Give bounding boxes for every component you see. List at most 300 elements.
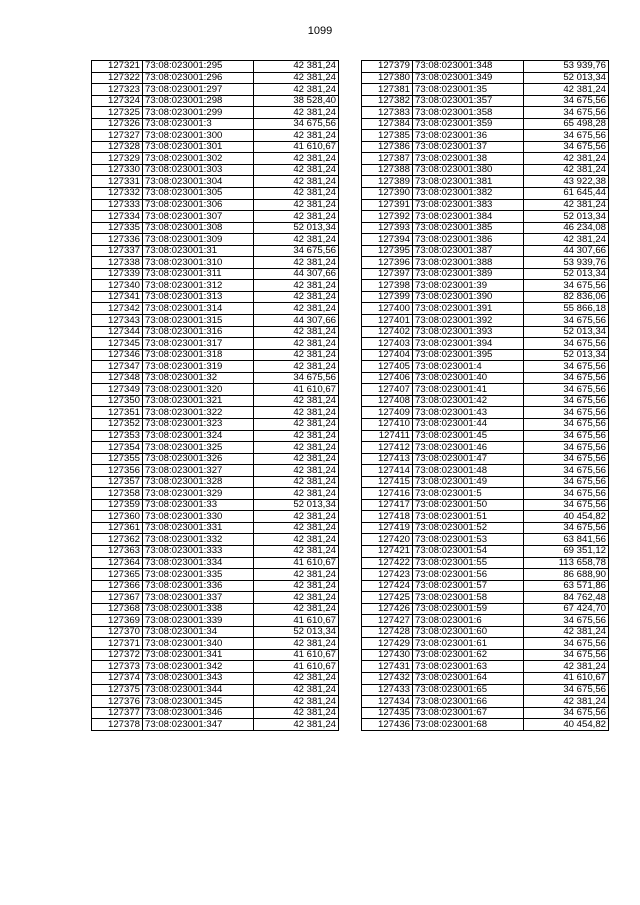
table-row xyxy=(362,188,609,200)
cadastral-number-cell: 73:08:023001:335 xyxy=(143,569,254,581)
table-row xyxy=(92,649,339,661)
value-cell: 34 675,56 xyxy=(524,372,609,384)
table-row xyxy=(362,626,609,638)
record-number-cell: 127388 xyxy=(362,164,413,176)
cadastral-number-cell: 73:08:023001:387 xyxy=(413,245,524,257)
value-cell: 61 645,44 xyxy=(524,188,609,200)
table-row xyxy=(362,130,609,142)
left-table-body xyxy=(92,61,339,731)
record-number-cell: 127376 xyxy=(92,696,143,708)
value-cell: 42 381,24 xyxy=(254,395,339,407)
value-cell: 86 688,90 xyxy=(524,569,609,581)
record-number-cell: 127403 xyxy=(362,338,413,350)
table-row xyxy=(92,407,339,419)
value-cell: 52 013,34 xyxy=(254,499,339,511)
table-row xyxy=(92,580,339,592)
value-cell: 42 381,24 xyxy=(254,176,339,188)
table-row xyxy=(92,326,339,338)
record-number-cell: 127405 xyxy=(362,361,413,373)
table-row xyxy=(362,199,609,211)
table-row xyxy=(362,372,609,384)
record-number-cell: 127408 xyxy=(362,395,413,407)
value-cell: 42 381,24 xyxy=(254,418,339,430)
record-number-cell: 127375 xyxy=(92,684,143,696)
table-row xyxy=(92,418,339,430)
table-row xyxy=(362,522,609,534)
table-row xyxy=(92,545,339,557)
table-row xyxy=(362,280,609,292)
record-number-cell: 127428 xyxy=(362,626,413,638)
table-row xyxy=(362,442,609,454)
cadastral-number-cell: 73:08:023001:53 xyxy=(413,534,524,546)
value-cell: 34 675,56 xyxy=(524,361,609,373)
value-cell: 34 675,56 xyxy=(524,615,609,627)
value-cell: 34 675,56 xyxy=(524,442,609,454)
value-cell: 46 234,08 xyxy=(524,222,609,234)
record-number-cell: 127380 xyxy=(362,72,413,84)
value-cell: 42 381,24 xyxy=(254,580,339,592)
table-row xyxy=(362,95,609,107)
cadastral-number-cell: 73:08:023001:391 xyxy=(413,303,524,315)
table-row xyxy=(362,61,609,73)
record-number-cell: 127430 xyxy=(362,649,413,661)
table-row xyxy=(92,395,339,407)
record-number-cell: 127340 xyxy=(92,280,143,292)
record-number-cell: 127422 xyxy=(362,557,413,569)
value-cell: 42 381,24 xyxy=(254,684,339,696)
value-cell: 34 675,56 xyxy=(524,384,609,396)
record-number-cell: 127395 xyxy=(362,245,413,257)
table-row xyxy=(92,465,339,477)
record-number-cell: 127418 xyxy=(362,511,413,523)
table-row xyxy=(92,211,339,223)
table-row xyxy=(362,545,609,557)
value-cell: 41 610,67 xyxy=(254,661,339,673)
record-number-cell: 127426 xyxy=(362,603,413,615)
table-row xyxy=(362,257,609,269)
cadastral-number-cell: 73:08:023001:381 xyxy=(413,176,524,188)
value-cell: 42 381,24 xyxy=(254,476,339,488)
table-row xyxy=(92,234,339,246)
record-number-cell: 127385 xyxy=(362,130,413,142)
cadastral-number-cell: 73:08:023001:324 xyxy=(143,430,254,442)
table-row xyxy=(362,580,609,592)
record-number-cell: 127429 xyxy=(362,638,413,650)
value-cell: 52 013,34 xyxy=(524,268,609,280)
cadastral-number-cell: 73:08:023001:382 xyxy=(413,188,524,200)
table-row xyxy=(362,153,609,165)
value-cell: 42 381,24 xyxy=(254,569,339,581)
record-number-cell: 127378 xyxy=(92,719,143,731)
left-register-table xyxy=(91,60,339,731)
cadastral-number-cell: 73:08:023001:295 xyxy=(143,61,254,73)
cadastral-number-cell: 73:08:023001:347 xyxy=(143,719,254,731)
table-row xyxy=(362,164,609,176)
cadastral-number-cell: 73:08:023001:56 xyxy=(413,569,524,581)
table-row xyxy=(362,557,609,569)
cadastral-number-cell: 73:08:023001:386 xyxy=(413,234,524,246)
value-cell: 41 610,67 xyxy=(254,557,339,569)
record-number-cell: 127436 xyxy=(362,719,413,731)
record-number-cell: 127357 xyxy=(92,476,143,488)
cadastral-number-cell: 73:08:023001:58 xyxy=(413,592,524,604)
value-cell: 34 675,56 xyxy=(524,418,609,430)
cadastral-number-cell: 73:08:023001:35 xyxy=(413,84,524,96)
record-number-cell: 127391 xyxy=(362,199,413,211)
value-cell: 63 571,86 xyxy=(524,580,609,592)
cadastral-number-cell: 73:08:023001:42 xyxy=(413,395,524,407)
record-number-cell: 127330 xyxy=(92,164,143,176)
table-row xyxy=(92,61,339,73)
record-number-cell: 127397 xyxy=(362,268,413,280)
value-cell: 113 658,78 xyxy=(524,557,609,569)
record-number-cell: 127348 xyxy=(92,372,143,384)
table-row xyxy=(362,407,609,419)
record-number-cell: 127410 xyxy=(362,418,413,430)
cadastral-number-cell: 73:08:023001:303 xyxy=(143,164,254,176)
value-cell: 42 381,24 xyxy=(254,430,339,442)
value-cell: 34 675,56 xyxy=(524,638,609,650)
value-cell: 42 381,24 xyxy=(524,199,609,211)
record-number-cell: 127413 xyxy=(362,453,413,465)
record-number-cell: 127358 xyxy=(92,488,143,500)
cadastral-number-cell: 73:08:023001:306 xyxy=(143,199,254,211)
table-row xyxy=(92,511,339,523)
cadastral-number-cell: 73:08:023001:64 xyxy=(413,672,524,684)
table-row xyxy=(92,257,339,269)
cadastral-number-cell: 73:08:023001:346 xyxy=(143,707,254,719)
value-cell: 34 675,56 xyxy=(524,430,609,442)
table-row xyxy=(362,418,609,430)
record-number-cell: 127387 xyxy=(362,153,413,165)
cadastral-number-cell: 73:08:023001:322 xyxy=(143,407,254,419)
record-number-cell: 127324 xyxy=(92,95,143,107)
record-number-cell: 127372 xyxy=(92,649,143,661)
record-number-cell: 127421 xyxy=(362,545,413,557)
value-cell: 42 381,24 xyxy=(254,638,339,650)
table-row xyxy=(92,499,339,511)
value-cell: 42 381,24 xyxy=(254,592,339,604)
record-number-cell: 127327 xyxy=(92,130,143,142)
cadastral-number-cell: 73:08:023001:62 xyxy=(413,649,524,661)
table-row xyxy=(362,615,609,627)
value-cell: 69 351,12 xyxy=(524,545,609,557)
cadastral-number-cell: 73:08:023001:359 xyxy=(413,118,524,130)
value-cell: 52 013,34 xyxy=(254,222,339,234)
cadastral-number-cell: 73:08:023001:4 xyxy=(413,361,524,373)
value-cell: 40 454,82 xyxy=(524,511,609,523)
cadastral-number-cell: 73:08:023001:395 xyxy=(413,349,524,361)
record-number-cell: 127355 xyxy=(92,453,143,465)
cadastral-number-cell: 73:08:023001:32 xyxy=(143,372,254,384)
table-row xyxy=(92,268,339,280)
table-row xyxy=(362,649,609,661)
value-cell: 52 013,34 xyxy=(524,211,609,223)
table-row xyxy=(362,534,609,546)
record-number-cell: 127371 xyxy=(92,638,143,650)
cadastral-number-cell: 73:08:023001:340 xyxy=(143,638,254,650)
page-number: 1099 xyxy=(307,25,333,37)
cadastral-number-cell: 73:08:023001:348 xyxy=(413,61,524,73)
cadastral-number-cell: 73:08:023001:388 xyxy=(413,257,524,269)
record-number-cell: 127425 xyxy=(362,592,413,604)
cadastral-number-cell: 73:08:023001:337 xyxy=(143,592,254,604)
table-row xyxy=(92,291,339,303)
value-cell: 41 610,67 xyxy=(254,141,339,153)
table-row xyxy=(92,141,339,153)
table-row xyxy=(362,176,609,188)
cadastral-number-cell: 73:08:023001:332 xyxy=(143,534,254,546)
cadastral-number-cell: 73:08:023001:317 xyxy=(143,338,254,350)
cadastral-number-cell: 73:08:023001:37 xyxy=(413,141,524,153)
table-row xyxy=(92,707,339,719)
cadastral-number-cell: 73:08:023001:68 xyxy=(413,719,524,731)
table-row xyxy=(362,476,609,488)
cadastral-number-cell: 73:08:023001:54 xyxy=(413,545,524,557)
value-cell: 42 381,24 xyxy=(254,407,339,419)
value-cell: 42 381,24 xyxy=(254,672,339,684)
value-cell: 42 381,24 xyxy=(254,545,339,557)
value-cell: 42 381,24 xyxy=(254,511,339,523)
table-row xyxy=(362,719,609,731)
value-cell: 34 675,56 xyxy=(254,118,339,130)
record-number-cell: 127434 xyxy=(362,696,413,708)
cadastral-number-cell: 73:08:023001:44 xyxy=(413,418,524,430)
value-cell: 84 762,48 xyxy=(524,592,609,604)
record-number-cell: 127392 xyxy=(362,211,413,223)
record-number-cell: 127420 xyxy=(362,534,413,546)
table-row xyxy=(92,84,339,96)
table-row xyxy=(362,511,609,523)
cadastral-number-cell: 73:08:023001:52 xyxy=(413,522,524,534)
table-row xyxy=(362,384,609,396)
cadastral-number-cell: 73:08:023001:319 xyxy=(143,361,254,373)
table-row xyxy=(362,499,609,511)
cadastral-number-cell: 73:08:023001:385 xyxy=(413,222,524,234)
record-number-cell: 127339 xyxy=(92,268,143,280)
value-cell: 34 675,56 xyxy=(524,315,609,327)
record-number-cell: 127335 xyxy=(92,222,143,234)
record-number-cell: 127332 xyxy=(92,188,143,200)
cadastral-number-cell: 73:08:023001:341 xyxy=(143,649,254,661)
cadastral-number-cell: 73:08:023001:3 xyxy=(143,118,254,130)
value-cell: 42 381,24 xyxy=(254,442,339,454)
value-cell: 34 675,56 xyxy=(524,465,609,477)
record-number-cell: 127353 xyxy=(92,430,143,442)
table-row xyxy=(362,84,609,96)
cadastral-number-cell: 73:08:023001:6 xyxy=(413,615,524,627)
cadastral-number-cell: 73:08:023001:313 xyxy=(143,291,254,303)
table-row xyxy=(92,222,339,234)
table-row xyxy=(92,95,339,107)
record-number-cell: 127390 xyxy=(362,188,413,200)
table-row xyxy=(362,211,609,223)
value-cell: 53 939,76 xyxy=(524,257,609,269)
value-cell: 65 498,28 xyxy=(524,118,609,130)
record-number-cell: 127398 xyxy=(362,280,413,292)
cadastral-number-cell: 73:08:023001:309 xyxy=(143,234,254,246)
cadastral-number-cell: 73:08:023001:383 xyxy=(413,199,524,211)
value-cell: 42 381,24 xyxy=(254,696,339,708)
cadastral-number-cell: 73:08:023001:55 xyxy=(413,557,524,569)
table-row xyxy=(362,465,609,477)
value-cell: 42 381,24 xyxy=(524,153,609,165)
table-row xyxy=(362,268,609,280)
cadastral-number-cell: 73:08:023001:328 xyxy=(143,476,254,488)
cadastral-number-cell: 73:08:023001:51 xyxy=(413,511,524,523)
value-cell: 34 675,56 xyxy=(254,372,339,384)
value-cell: 42 381,24 xyxy=(254,257,339,269)
cadastral-number-cell: 73:08:023001:316 xyxy=(143,326,254,338)
table-row xyxy=(92,349,339,361)
table-row xyxy=(362,303,609,315)
cadastral-number-cell: 73:08:023001:5 xyxy=(413,488,524,500)
record-number-cell: 127374 xyxy=(92,672,143,684)
value-cell: 42 381,24 xyxy=(254,349,339,361)
record-number-cell: 127435 xyxy=(362,707,413,719)
record-number-cell: 127432 xyxy=(362,672,413,684)
value-cell: 34 675,56 xyxy=(524,707,609,719)
value-cell: 34 675,56 xyxy=(524,141,609,153)
cadastral-number-cell: 73:08:023001:339 xyxy=(143,615,254,627)
table-row xyxy=(362,245,609,257)
value-cell: 52 013,34 xyxy=(524,72,609,84)
record-number-cell: 127338 xyxy=(92,257,143,269)
record-number-cell: 127412 xyxy=(362,442,413,454)
value-cell: 41 610,67 xyxy=(254,649,339,661)
cadastral-number-cell: 73:08:023001:329 xyxy=(143,488,254,500)
value-cell: 42 381,24 xyxy=(254,326,339,338)
cadastral-number-cell: 73:08:023001:299 xyxy=(143,107,254,119)
record-number-cell: 127351 xyxy=(92,407,143,419)
cadastral-number-cell: 73:08:023001:41 xyxy=(413,384,524,396)
value-cell: 52 013,34 xyxy=(524,349,609,361)
cadastral-number-cell: 73:08:023001:304 xyxy=(143,176,254,188)
table-row xyxy=(92,661,339,673)
value-cell: 42 381,24 xyxy=(524,661,609,673)
value-cell: 34 675,56 xyxy=(524,130,609,142)
cadastral-number-cell: 73:08:023001:308 xyxy=(143,222,254,234)
cadastral-number-cell: 73:08:023001:300 xyxy=(143,130,254,142)
record-number-cell: 127364 xyxy=(92,557,143,569)
table-row xyxy=(362,107,609,119)
record-number-cell: 127396 xyxy=(362,257,413,269)
table-row xyxy=(362,72,609,84)
table-row xyxy=(362,488,609,500)
record-number-cell: 127325 xyxy=(92,107,143,119)
cadastral-number-cell: 73:08:023001:394 xyxy=(413,338,524,350)
cadastral-number-cell: 73:08:023001:389 xyxy=(413,268,524,280)
cadastral-number-cell: 73:08:023001:334 xyxy=(143,557,254,569)
cadastral-number-cell: 73:08:023001:36 xyxy=(413,130,524,142)
value-cell: 42 381,24 xyxy=(254,719,339,731)
table-row xyxy=(92,719,339,731)
record-number-cell: 127417 xyxy=(362,499,413,511)
record-number-cell: 127370 xyxy=(92,626,143,638)
cadastral-number-cell: 73:08:023001:60 xyxy=(413,626,524,638)
cadastral-number-cell: 73:08:023001:344 xyxy=(143,684,254,696)
cadastral-number-cell: 73:08:023001:65 xyxy=(413,684,524,696)
record-number-cell: 127328 xyxy=(92,141,143,153)
value-cell: 55 866,18 xyxy=(524,303,609,315)
value-cell: 44 307,66 xyxy=(524,245,609,257)
record-number-cell: 127415 xyxy=(362,476,413,488)
table-row xyxy=(362,707,609,719)
cadastral-number-cell: 73:08:023001:311 xyxy=(143,268,254,280)
record-number-cell: 127411 xyxy=(362,430,413,442)
record-number-cell: 127383 xyxy=(362,107,413,119)
value-cell: 42 381,24 xyxy=(254,153,339,165)
table-row xyxy=(362,338,609,350)
value-cell: 42 381,24 xyxy=(254,534,339,546)
table-row xyxy=(362,291,609,303)
record-number-cell: 127379 xyxy=(362,61,413,73)
record-number-cell: 127424 xyxy=(362,580,413,592)
record-number-cell: 127322 xyxy=(92,72,143,84)
value-cell: 42 381,24 xyxy=(254,72,339,84)
cadastral-number-cell: 73:08:023001:43 xyxy=(413,407,524,419)
value-cell: 44 307,66 xyxy=(254,315,339,327)
cadastral-number-cell: 73:08:023001:40 xyxy=(413,372,524,384)
record-number-cell: 127331 xyxy=(92,176,143,188)
record-number-cell: 127341 xyxy=(92,291,143,303)
record-number-cell: 127354 xyxy=(92,442,143,454)
value-cell: 42 381,24 xyxy=(254,338,339,350)
cadastral-number-cell: 73:08:023001:338 xyxy=(143,603,254,615)
cadastral-number-cell: 73:08:023001:305 xyxy=(143,188,254,200)
cadastral-number-cell: 73:08:023001:301 xyxy=(143,141,254,153)
cadastral-number-cell: 73:08:023001:342 xyxy=(143,661,254,673)
record-number-cell: 127400 xyxy=(362,303,413,315)
cadastral-number-cell: 73:08:023001:312 xyxy=(143,280,254,292)
value-cell: 41 610,67 xyxy=(254,384,339,396)
value-cell: 34 675,56 xyxy=(524,95,609,107)
value-cell: 42 381,24 xyxy=(254,291,339,303)
table-row xyxy=(92,188,339,200)
cadastral-number-cell: 73:08:023001:57 xyxy=(413,580,524,592)
record-number-cell: 127366 xyxy=(92,580,143,592)
value-cell: 42 381,24 xyxy=(254,199,339,211)
value-cell: 42 381,24 xyxy=(254,453,339,465)
value-cell: 34 675,56 xyxy=(524,499,609,511)
record-number-cell: 127333 xyxy=(92,199,143,211)
table-row xyxy=(92,107,339,119)
value-cell: 38 528,40 xyxy=(254,95,339,107)
record-number-cell: 127336 xyxy=(92,234,143,246)
cadastral-number-cell: 73:08:023001:39 xyxy=(413,280,524,292)
value-cell: 41 610,67 xyxy=(524,672,609,684)
record-number-cell: 127356 xyxy=(92,465,143,477)
cadastral-number-cell: 73:08:023001:302 xyxy=(143,153,254,165)
table-row xyxy=(362,569,609,581)
table-row xyxy=(92,245,339,257)
record-number-cell: 127337 xyxy=(92,245,143,257)
record-number-cell: 127389 xyxy=(362,176,413,188)
right-register-table xyxy=(361,60,609,731)
value-cell: 44 307,66 xyxy=(254,268,339,280)
cadastral-number-cell: 73:08:023001:310 xyxy=(143,257,254,269)
table-row xyxy=(92,153,339,165)
record-number-cell: 127350 xyxy=(92,395,143,407)
value-cell: 34 675,56 xyxy=(524,338,609,350)
record-number-cell: 127386 xyxy=(362,141,413,153)
table-row xyxy=(362,118,609,130)
cadastral-number-cell: 73:08:023001:315 xyxy=(143,315,254,327)
cadastral-number-cell: 73:08:023001:331 xyxy=(143,522,254,534)
cadastral-number-cell: 73:08:023001:393 xyxy=(413,326,524,338)
cadastral-number-cell: 73:08:023001:345 xyxy=(143,696,254,708)
record-number-cell: 127342 xyxy=(92,303,143,315)
